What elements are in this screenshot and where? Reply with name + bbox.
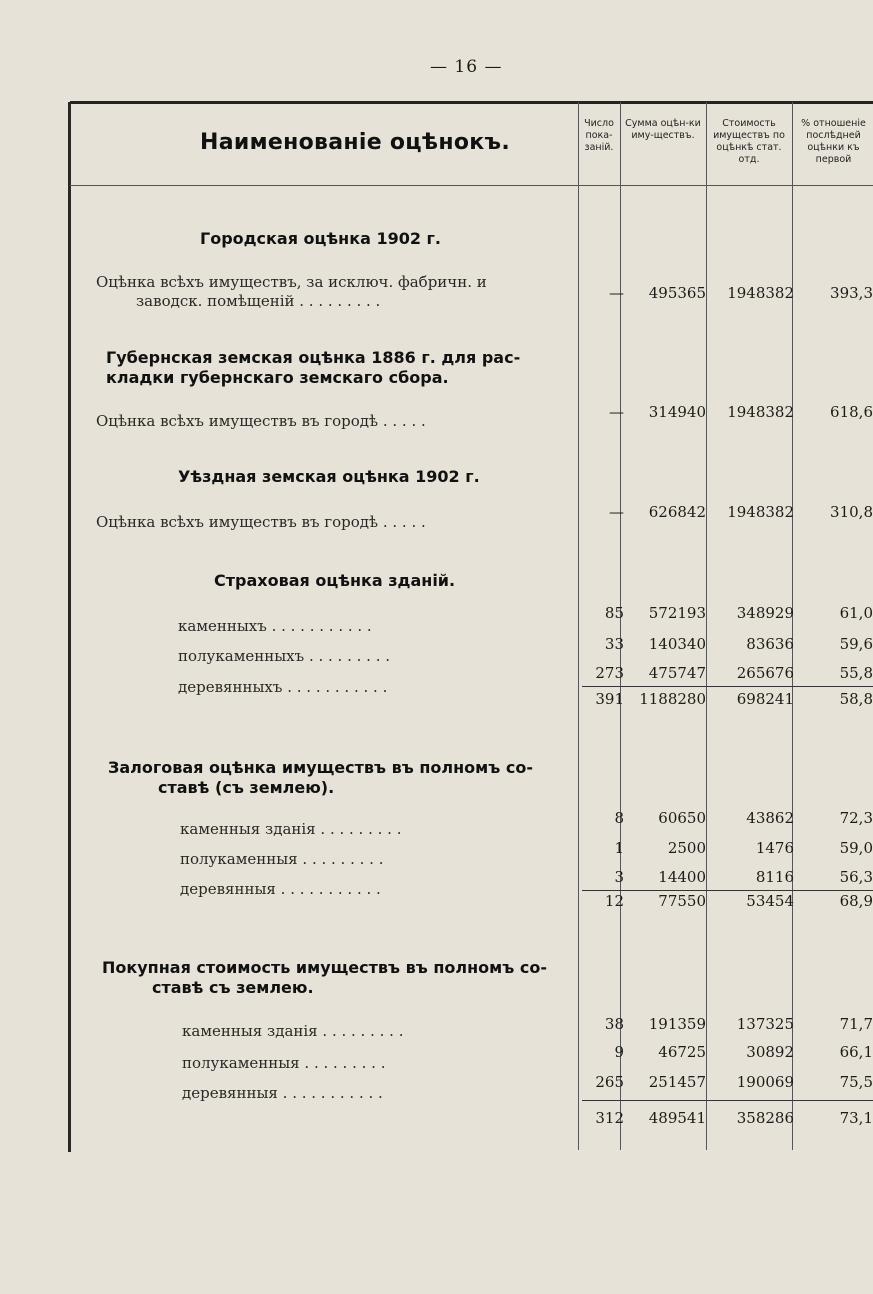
cell-count: 3 (614, 868, 624, 886)
cell-sum: 314940 (648, 403, 706, 421)
column-divider (706, 102, 707, 1150)
row-label: заводск. помѣщеній . . . . . . . . . (136, 292, 381, 310)
section-title: Губернская земская оцѣнка 1886 г. для рас- (106, 348, 521, 367)
cell-pct: 71,7 (839, 1015, 873, 1033)
cell-pct: 55,8 (839, 664, 873, 682)
cell-pct: 66,1 (839, 1043, 873, 1061)
cell-count: 1 (614, 839, 624, 857)
cell-stat: 30892 (746, 1043, 794, 1061)
cell-pct: 75,5 (839, 1073, 873, 1091)
total-stat: 698241 (736, 690, 794, 708)
table-top-rule (70, 101, 873, 104)
row-label: полукаменныхъ . . . . . . . . . (178, 647, 391, 665)
row-label: деревянныхъ . . . . . . . . . . . (178, 678, 388, 696)
section-title: Покупная стоимость имуществъ въ полномъ со- (102, 958, 547, 977)
cell-pct: 310,8 (830, 503, 873, 521)
row-label: Оцѣнка всѣхъ имуществъ въ городѣ . . . . . (96, 513, 426, 531)
total-sum: 77550 (658, 892, 706, 910)
cell-count: — (609, 403, 624, 421)
row-label: деревянныя . . . . . . . . . . . (180, 880, 381, 898)
cell-count: 9 (614, 1043, 624, 1061)
cell-stat: 1476 (755, 839, 794, 857)
cell-sum: 572193 (648, 604, 706, 622)
cell-sum: 475747 (648, 664, 706, 682)
column-divider (578, 102, 579, 1150)
total-pct: 68,9 (839, 892, 873, 910)
cell-sum: 626842 (648, 503, 706, 521)
cell-stat: 8116 (755, 868, 794, 886)
cell-pct: 59,6 (839, 635, 873, 653)
cell-stat: 83636 (746, 635, 794, 653)
table-left-rule (68, 102, 71, 1152)
cell-pct: 59,0 (839, 839, 873, 857)
header-bottom-rule (70, 185, 873, 186)
cell-count: — (609, 503, 624, 521)
cell-stat: 265676 (736, 664, 794, 682)
total-pct: 58,8 (839, 690, 873, 708)
cell-count: 265 (595, 1073, 624, 1091)
cell-sum: 46725 (658, 1043, 706, 1061)
cell-stat: 137325 (736, 1015, 794, 1033)
total-stat: 53454 (746, 892, 794, 910)
section-title: ставѣ съ землею. (152, 978, 314, 997)
cell-stat: 1948382 (727, 284, 794, 302)
cell-stat: 43862 (746, 809, 794, 827)
cell-count: 8 (614, 809, 624, 827)
total-count: 391 (595, 690, 624, 708)
cell-stat: 348929 (736, 604, 794, 622)
section-title: Залоговая оцѣнка имуществъ въ полномъ со- (108, 758, 533, 777)
cell-pct: 393,3 (830, 284, 873, 302)
row-label: каменныя зданія . . . . . . . . . (182, 1022, 404, 1040)
column-header-count: Число пока-заній. (584, 118, 614, 153)
section-title: ставѣ (съ землею). (158, 778, 335, 797)
cell-stat: 1948382 (727, 403, 794, 421)
row-label: Оцѣнка всѣхъ имуществъ въ городѣ . . . . . (96, 412, 426, 430)
column-divider (620, 102, 621, 1150)
total-rule (582, 1100, 873, 1101)
row-label: деревянныя . . . . . . . . . . . (182, 1084, 383, 1102)
cell-sum: 191359 (648, 1015, 706, 1033)
section-title: Страховая оцѣнка зданій. (214, 571, 456, 590)
column-header-stat-value: Стоимость имуществъ по оцѣнкѣ стат. отд. (713, 118, 785, 165)
cell-sum: 14400 (658, 868, 706, 886)
cell-count: 38 (604, 1015, 624, 1033)
cell-sum: 140340 (648, 635, 706, 653)
section-title: кладки губернскаго земскаго сбора. (106, 368, 449, 387)
cell-pct: 61,0 (839, 604, 873, 622)
cell-count: 85 (604, 604, 624, 622)
total-sum: 489541 (648, 1109, 706, 1127)
row-label: полукаменныя . . . . . . . . . (182, 1054, 386, 1072)
cell-stat: 1948382 (727, 503, 794, 521)
cell-pct: 56,3 (839, 868, 873, 886)
total-pct: 73,1 (839, 1109, 873, 1127)
column-header-ratio: % отношеніе послѣдней оцѣнки къ первой (801, 118, 866, 165)
row-label: полукаменныя . . . . . . . . . (180, 850, 384, 868)
cell-count: — (609, 284, 624, 302)
cell-stat: 190069 (736, 1073, 794, 1091)
section-title: Уѣздная земская оцѣнка 1902 г. (178, 467, 480, 486)
column-divider (792, 102, 793, 1150)
cell-sum: 2500 (667, 839, 706, 857)
total-count: 12 (604, 892, 624, 910)
cell-count: 33 (604, 635, 624, 653)
total-stat: 358286 (736, 1109, 794, 1127)
row-label: каменныхъ . . . . . . . . . . . (178, 617, 372, 635)
total-count: 312 (595, 1109, 624, 1127)
total-rule (582, 686, 873, 687)
total-sum: 1188280 (639, 690, 706, 708)
cell-count: 273 (595, 664, 624, 682)
column-header-sum: Сумма оцѣн-ки иму-ществъ. (625, 118, 701, 141)
cell-pct: 72,3 (839, 809, 873, 827)
cell-sum: 251457 (648, 1073, 706, 1091)
cell-sum: 60650 (658, 809, 706, 827)
table-title: Наименованіе оцѣнокъ. (200, 130, 511, 155)
cell-sum: 495365 (648, 284, 706, 302)
cell-pct: 618,6 (830, 403, 873, 421)
row-label: Оцѣнка всѣхъ имуществъ, за исключ. фабричн. и (96, 273, 487, 291)
section-title: Городская оцѣнка 1902 г. (200, 229, 441, 248)
row-label: каменныя зданія . . . . . . . . . (180, 820, 402, 838)
